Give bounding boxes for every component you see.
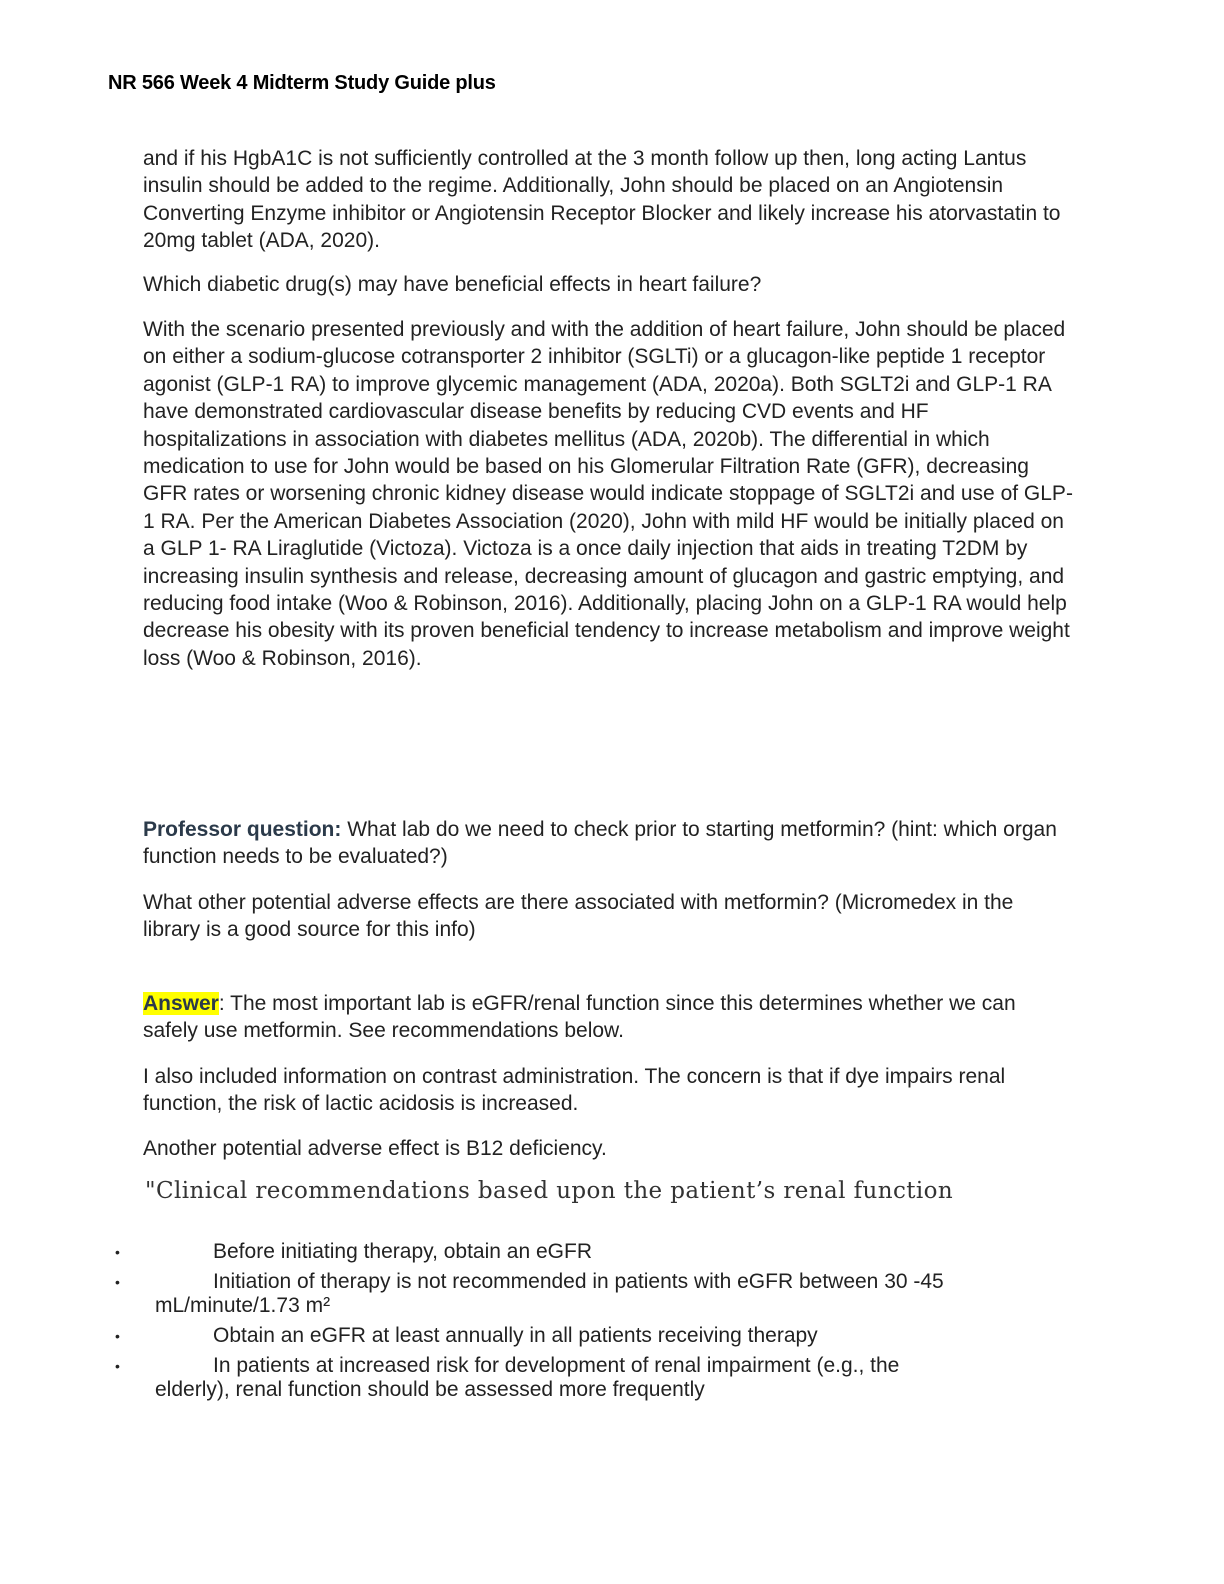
paragraph-text: Which diabetic drug(s) may have beneficial effects in heart failure?: [143, 273, 762, 296]
paragraph-contrast-info: [143, 1063, 1073, 1118]
list-item-continuation: elderly), renal function should be assessed more frequently: [155, 1378, 705, 1401]
list-item: [115, 1324, 1075, 1348]
answer-text: : The most important lab is eGFR/renal function since this determines whether we can safely use metformin. See recommendations below.: [143, 992, 1016, 1043]
list-item-text: In patients at increased risk for development of renal impairment (e.g., the: [213, 1354, 900, 1377]
answer-label-highlight: Answer: [143, 992, 219, 1015]
paragraph-question-heart-failure: [143, 271, 1073, 298]
paragraph-adverse-effects-question: [143, 889, 1073, 944]
list-item-text: Obtain an eGFR at least annually in all patients receiving therapy: [213, 1324, 818, 1347]
list-item: [115, 1240, 1075, 1264]
paragraph-text: and if his HgbA1C is not sufficiently controlled at the 3 month follow up then, long acting Lantus insulin should be added to the regime. Additionally, John should be placed on an Angiotensin Converting Enzyme inhibitor or Angiotensin Receptor Blocker and likely increase his atorvastatin to 20mg tablet (ADA, 2020).: [143, 147, 1061, 253]
paragraph-text: I also included information on contrast administration. The concern is that if dye impairs renal function, the risk of lactic acidosis is increased.: [143, 1065, 1006, 1116]
professor-question-label: Professor question:: [143, 818, 342, 841]
bullet-marker: •: [115, 1358, 120, 1374]
list-item-text: Initiation of therapy is not recommended in patients with eGFR between 30 -45: [213, 1270, 944, 1293]
document-header: NR 566 Week 4 Midterm Study Guide plus: [108, 72, 496, 94]
paragraph-professor-question: [143, 816, 1073, 871]
recommendations-list: [115, 1240, 1075, 1408]
professor-question-text: What lab do we need to check prior to starting metformin? (hint: which organ function needs to be evaluated?): [143, 818, 1057, 869]
paragraph-text: [143, 816, 1073, 871]
paragraph-b12-deficiency: [143, 1135, 1073, 1162]
paragraph-answer: [143, 990, 1073, 1045]
paragraph-heart-failure-answer: [143, 316, 1073, 672]
paragraph-treatment-plan: [143, 145, 1073, 255]
bullet-marker: •: [115, 1328, 120, 1344]
list-item: [115, 1354, 1075, 1402]
list-item-continuation: mL/minute/1.73 m²: [155, 1294, 331, 1317]
list-item-text: Before initiating therapy, obtain an eGFR: [213, 1240, 592, 1263]
paragraph-text: What other potential adverse effects are there associated with metformin? (Micromedex in the library is a good source for this info): [143, 891, 1014, 942]
paragraph-text: [143, 990, 1073, 1045]
clinical-recommendations-heading: "Clinical recommendations based upon the patient’s renal function: [145, 1178, 954, 1204]
paragraph-text: Another potential adverse effect is B12 deficiency.: [143, 1137, 607, 1160]
paragraph-text: With the scenario presented previously and with the addition of heart failure, John should be placed on either a sodium-glucose cotransporter 2 inhibitor (SGLTi) or a glucagon-like peptide 1 receptor agonist (GLP-1 RA) to improve glycemic management (ADA, 2020a). Both SGLT2i and GLP-1 RA have demonstrated cardiovascular disease benefits by reducing CVD events and HF hospitalizations in association with diabetes mellitus (ADA, 2020b). The differential in which medication to use for John would be based on his Glomerular Filtration Rate (GFR), decreasing GFR rates or worsening chronic kidney disease would indicate stoppage of SGLT2i and use of GLP-1 RA. Per the American Diabetes Association (2020), John with mild HF would be initially placed on a GLP 1- RA Liraglutide (Victoza). Victoza is a once daily injection that aids in treating T2DM by increasing insulin synthesis and release, decreasing amount of glucagon and gastric emptying, and reducing food intake (Woo & Robinson, 2016). Additionally, placing John on a GLP-1 RA would help decrease his obesity with its proven beneficial tendency to increase metabolism and improve weight loss (Woo & Robinson, 2016).: [143, 318, 1073, 670]
bullet-marker: •: [115, 1244, 120, 1260]
list-item: [115, 1270, 1075, 1318]
bullet-marker: •: [115, 1274, 120, 1290]
